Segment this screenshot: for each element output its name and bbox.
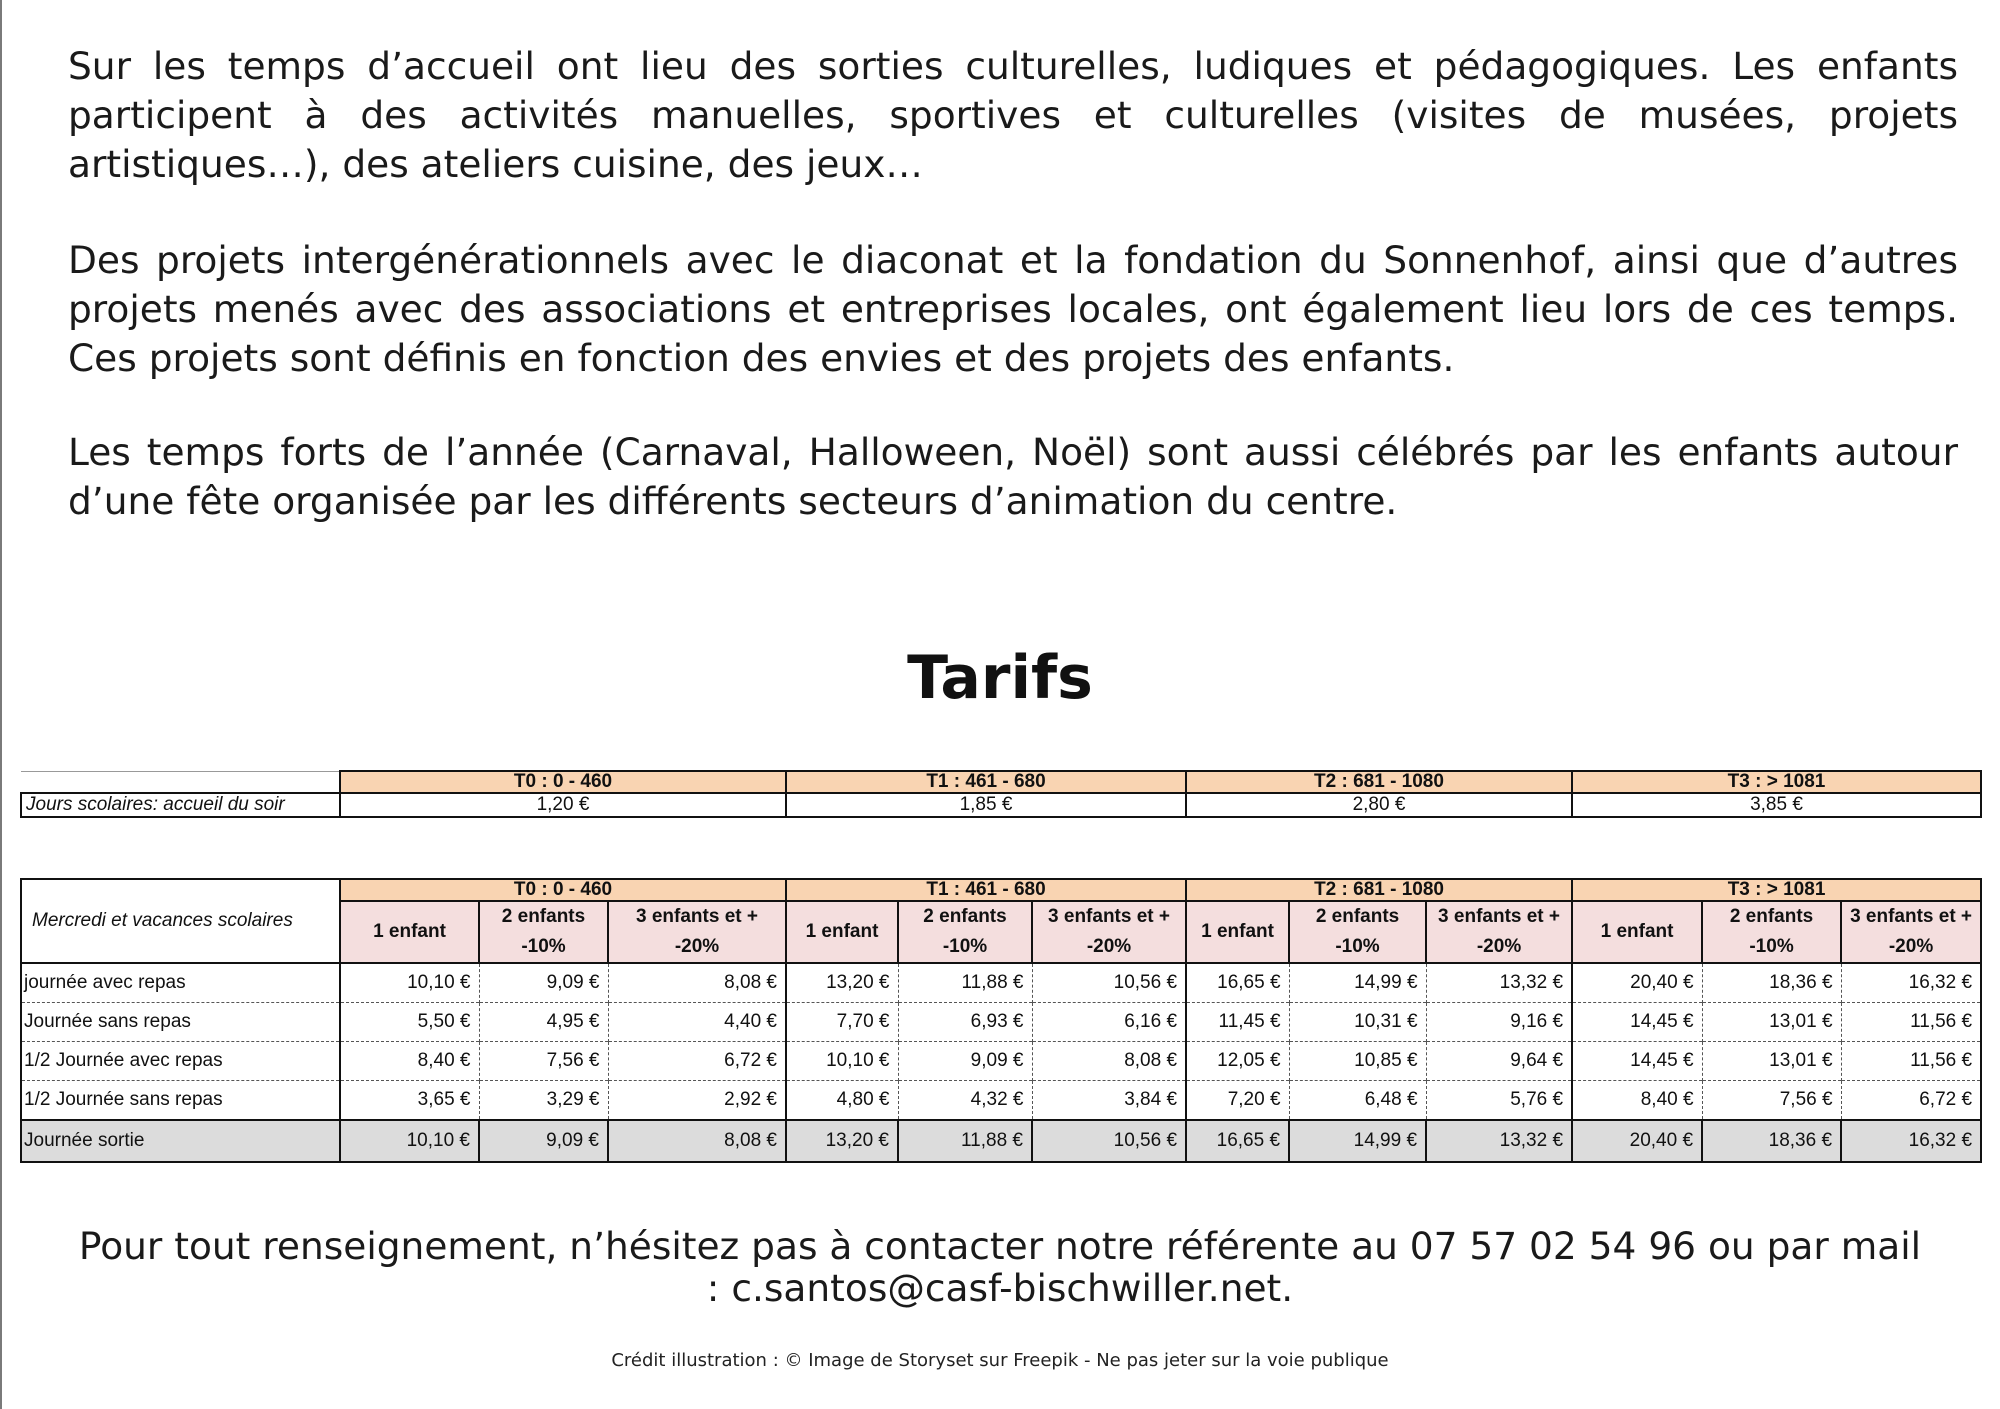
price-cell: 16,32 € (1841, 1120, 1981, 1162)
price-cell: 8,40 € (1572, 1081, 1702, 1121)
price-cell: 11,56 € (1841, 1003, 1981, 1042)
row-label: 1/2 Journée avec repas (21, 1042, 340, 1081)
table-row (21, 963, 1981, 1003)
sub-header-line: 2 enfants (923, 906, 1007, 927)
price-cell: 11,88 € (898, 1120, 1032, 1162)
sub-header-discount: -10% (521, 936, 566, 957)
price-cell: 13,01 € (1702, 1042, 1841, 1081)
sub-header-discount: -10% (942, 936, 988, 957)
price-cell: 16,32 € (1841, 963, 1981, 1003)
sub-header-line: 2 enfants (1315, 906, 1400, 927)
price-cell: 5,76 € (1426, 1081, 1572, 1121)
price-cell: 10,85 € (1289, 1042, 1426, 1081)
price-cell: 3,29 € (479, 1081, 608, 1121)
price-cell: 13,20 € (786, 963, 898, 1003)
contact-line-1: Pour tout renseignement, n’hésitez pas à contacter notre référente au 07 57 02 54 96 ou par mail (78, 1224, 1922, 1268)
price-cell: 18,36 € (1702, 1120, 1841, 1162)
sub-header-cell: 1 enfant (340, 901, 479, 963)
price-cell: 14,45 € (1572, 1003, 1702, 1042)
tier-header: T2 : 681 - 1080 (1186, 771, 1572, 793)
price-cell: 8,08 € (608, 1120, 786, 1162)
sub-header-cell (1426, 901, 1572, 963)
price-cell: 8,08 € (1032, 1042, 1186, 1081)
price-cell: 14,99 € (1289, 963, 1426, 1003)
sub-header-cell (608, 901, 786, 963)
paragraph-events: Les temps forts de l’année (Carnaval, Halloween, Noël) sont aussi célébrés par les enfants autour d’une fête organisée par les différents secteurs d’animation du centre. (68, 430, 1958, 523)
sub-header-cell (1032, 901, 1186, 963)
tier-header: T2 : 681 - 1080 (1186, 879, 1572, 901)
row-label: 1/2 Journée sans repas (21, 1081, 340, 1121)
sub-header-line: 2 enfants (1729, 906, 1814, 927)
table-row (21, 1081, 1981, 1121)
sub-header-discount: -20% (1888, 936, 1934, 957)
tarif-table-mercredi (20, 878, 1982, 1163)
row-label: Journée sortie (21, 1120, 340, 1162)
contact-info (0, 1225, 2000, 1309)
tier-header-row (21, 879, 1981, 901)
price-cell: 14,99 € (1289, 1120, 1426, 1162)
price-cell: 11,56 € (1841, 1042, 1981, 1081)
price-cell: 9,16 € (1426, 1003, 1572, 1042)
price-cell: 2,80 € (1186, 793, 1572, 817)
price-cell: 4,32 € (898, 1081, 1032, 1121)
price-cell: 10,10 € (340, 963, 479, 1003)
sub-header-cell: 1 enfant (1186, 901, 1289, 963)
price-cell: 16,65 € (1186, 963, 1289, 1003)
table-row (21, 793, 1981, 817)
price-cell: 10,10 € (786, 1042, 898, 1081)
table-row (21, 1120, 1981, 1162)
tier-header: T1 : 461 - 680 (786, 771, 1186, 793)
price-cell: 4,95 € (479, 1003, 608, 1042)
row-label: Jours scolaires: accueil du soir (21, 793, 340, 817)
price-cell: 3,84 € (1032, 1081, 1186, 1121)
row-label: Journée sans repas (21, 1003, 340, 1042)
sub-header-line: 3 enfants et + (1438, 906, 1561, 927)
price-cell: 13,32 € (1426, 963, 1572, 1003)
price-cell: 6,16 € (1032, 1003, 1186, 1042)
price-cell: 10,31 € (1289, 1003, 1426, 1042)
price-cell: 12,05 € (1186, 1042, 1289, 1081)
sub-header-line: 3 enfants et + (636, 906, 758, 927)
price-cell: 7,70 € (786, 1003, 898, 1042)
price-cell: 9,64 € (1426, 1042, 1572, 1081)
tier-header: T3 : > 1081 (1572, 879, 1981, 901)
price-cell: 13,32 € (1426, 1120, 1572, 1162)
price-cell: 6,72 € (1841, 1081, 1981, 1121)
row-label: journée avec repas (21, 963, 340, 1003)
table-row (21, 1042, 1981, 1081)
sub-header-line: 3 enfants et + (1850, 906, 1973, 927)
price-cell: 14,45 € (1572, 1042, 1702, 1081)
price-cell: 6,93 € (898, 1003, 1032, 1042)
sub-header-discount: -20% (1086, 936, 1132, 957)
tarif-table-mercredi-body (21, 963, 1981, 1162)
sub-header-discount: -20% (1476, 936, 1522, 957)
price-cell: 4,80 € (786, 1081, 898, 1121)
price-cell: 1,20 € (340, 793, 786, 817)
price-cell: 7,20 € (1186, 1081, 1289, 1121)
paragraph-activities: Sur les temps d’accueil ont lieu des sorties culturelles, ludiques et pédagogiques. Les enfants participent à des activités manuelles, sportives et culturelles (visites de musées, projets artistiques…), des ateliers cuisine, des jeux… (68, 44, 1958, 186)
sub-header-cell (1289, 901, 1426, 963)
sub-header-discount: -20% (674, 936, 720, 957)
price-cell: 18,36 € (1702, 963, 1841, 1003)
price-cell: 6,72 € (608, 1042, 786, 1081)
corner-label: Mercredi et vacances scolaires (21, 879, 340, 963)
paragraph-projects: Des projets intergénérationnels avec le diaconat et la fondation du Sonnenhof, ainsi que d’autres projets menés avec des associations et entreprises locales, ont également lieu lors de ces temps. Ces projets sont définis en fonction des envies et des projets des enfants. (68, 238, 1958, 380)
price-cell: 9,09 € (898, 1042, 1032, 1081)
table-row (21, 1003, 1981, 1042)
sub-header-discount: -10% (1335, 936, 1380, 957)
tier-header: T3 : > 1081 (1572, 771, 1981, 793)
price-cell: 9,09 € (479, 1120, 608, 1162)
price-cell: 7,56 € (1702, 1081, 1841, 1121)
price-cell: 9,09 € (479, 963, 608, 1003)
price-cell: 6,48 € (1289, 1081, 1426, 1121)
sub-header-cell: 1 enfant (1572, 901, 1702, 963)
tarif-table-soir (20, 770, 1982, 818)
price-cell: 13,01 € (1702, 1003, 1841, 1042)
sub-header-line: 3 enfants et + (1048, 906, 1170, 927)
price-cell: 16,65 € (1186, 1120, 1289, 1162)
price-cell: 8,08 € (608, 963, 786, 1003)
tarifs-title: Tarifs (907, 643, 1093, 713)
price-cell: 8,40 € (340, 1042, 479, 1081)
price-cell: 7,56 € (479, 1042, 608, 1081)
sub-header-cell (898, 901, 1032, 963)
sub-header-cell: 1 enfant (786, 901, 898, 963)
tier-header: T0 : 0 - 460 (340, 879, 786, 901)
price-cell: 1,85 € (786, 793, 1186, 817)
sub-header-line: 2 enfants (501, 906, 586, 927)
price-cell: 10,56 € (1032, 1120, 1186, 1162)
header-blank-cell (21, 771, 340, 793)
price-cell: 20,40 € (1572, 1120, 1702, 1162)
sub-header-discount: -10% (1749, 936, 1794, 957)
tier-header: T1 : 461 - 680 (786, 879, 1186, 901)
price-cell: 11,88 € (898, 963, 1032, 1003)
sub-header-cell (479, 901, 608, 963)
price-cell: 3,65 € (340, 1081, 479, 1121)
price-cell: 5,50 € (340, 1003, 479, 1042)
price-cell: 3,85 € (1572, 793, 1981, 817)
price-cell: 10,56 € (1032, 963, 1186, 1003)
price-cell: 11,45 € (1186, 1003, 1289, 1042)
price-cell: 4,40 € (608, 1003, 786, 1042)
sub-header-cell (1841, 901, 1981, 963)
price-cell: 13,20 € (786, 1120, 898, 1162)
tarif-table-soir-header (21, 771, 1981, 793)
illustration-credit: Crédit illustration : © Image de Storyset sur Freepik - Ne pas jeter sur la voie publique (611, 1350, 1389, 1371)
price-cell: 10,10 € (340, 1120, 479, 1162)
price-cell: 20,40 € (1572, 963, 1702, 1003)
tier-header: T0 : 0 - 460 (340, 771, 786, 793)
contact-line-2: : c.santos@casf-bischwiller.net. (706, 1266, 1294, 1310)
sub-header-cell (1702, 901, 1841, 963)
price-cell: 2,92 € (608, 1081, 786, 1121)
